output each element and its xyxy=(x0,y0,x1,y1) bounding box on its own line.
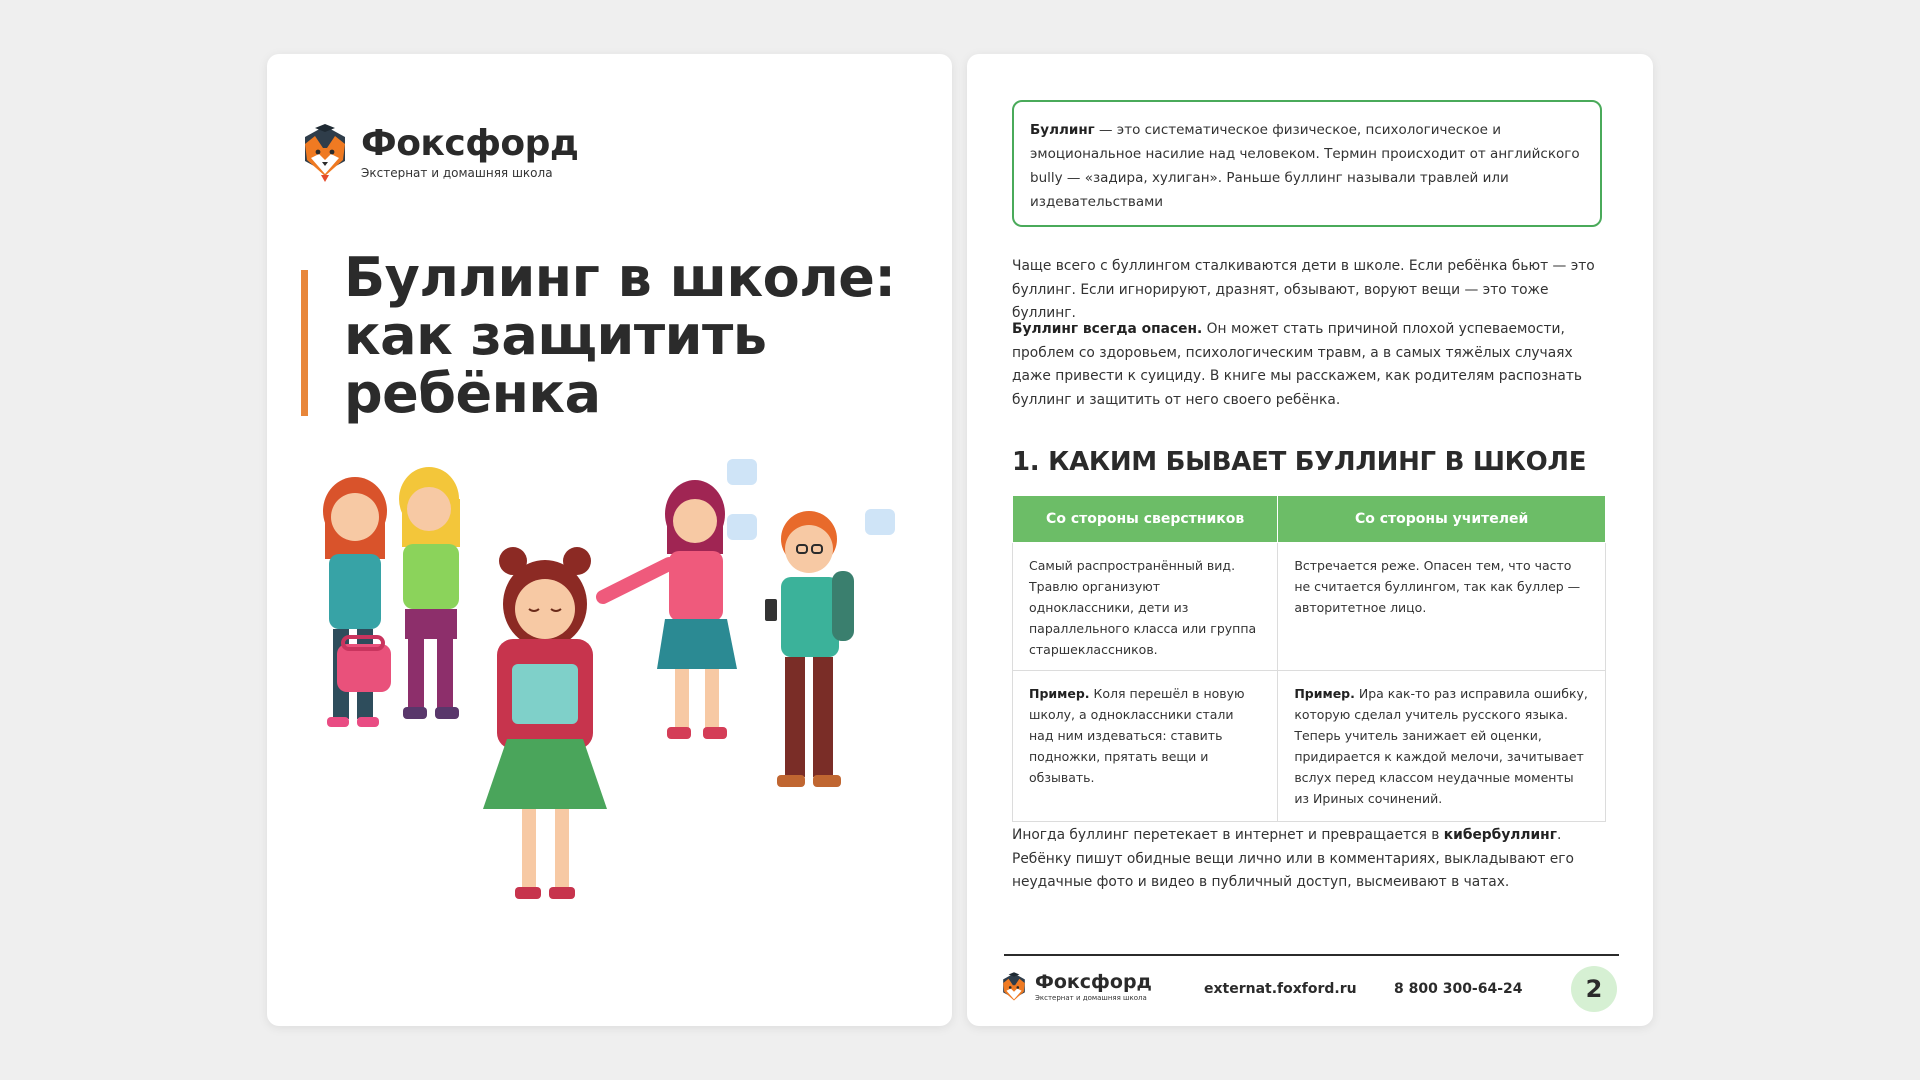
title-accent-bar xyxy=(301,270,308,416)
example-text: Коля перешёл в новую школу, а одноклассники стали над ним издеваться: ставить подножки, прятать вещи и обзывать. xyxy=(1029,686,1245,785)
brand-tagline: Экстернат и домашняя школа xyxy=(1035,994,1147,1003)
cover-title-line: Буллинг в школе: xyxy=(344,246,896,309)
pointing-girl-figure xyxy=(603,459,757,739)
page-number-badge: 2 xyxy=(1571,966,1617,1012)
footer-website-link[interactable]: externat.foxford.ru xyxy=(1204,981,1357,997)
table-header: Со стороны учителей xyxy=(1278,496,1606,543)
danger-bold: Буллинг всегда опасен. xyxy=(1012,321,1203,337)
table-header-row xyxy=(1013,496,1606,543)
footer-logo xyxy=(1001,972,1152,1004)
section-title: 1. КАКИМ БЫВАЕТ БУЛЛИНГ В ШКОЛЕ xyxy=(1012,447,1587,477)
table-cell xyxy=(1278,671,1606,822)
cyber-bold: кибербуллинг xyxy=(1443,827,1557,843)
fox-logo-icon xyxy=(301,124,349,182)
brand-name: Фоксфорд xyxy=(361,122,579,164)
cyberbullying-paragraph xyxy=(1012,824,1612,895)
cover-title-line: ребёнка xyxy=(344,362,601,425)
table-header: Со стороны сверстников xyxy=(1013,496,1278,543)
table-row xyxy=(1013,671,1606,822)
danger-text: Он может стать причиной плохой успеваемости, проблем со здоровьем, психологическим травм, а в самых тяжёлых случаях даже привести к суициду. В книге мы расскажем, как родителям распознать буллинг и защитить от него своего ребёнка. xyxy=(1012,321,1583,408)
table-cell xyxy=(1013,671,1278,822)
content-page xyxy=(967,54,1653,1026)
footer-divider xyxy=(1004,954,1619,956)
bullying-types-table xyxy=(1012,495,1606,822)
example-text: Ира как-то раз исправила ошибку, которую сделал учитель русского языка. Теперь учитель занижает ей оценки, придирается к каждой мелочи, зачитывает вслух перед классом неудачные моменты из Ириных сочинений. xyxy=(1294,686,1588,806)
cyber-text-after: . Ребёнку пишут обидные вещи лично или в комментариях, выкладывают его неудачные фото и видео в публичный доступ, высмеивают в чатах. xyxy=(1012,827,1574,890)
brand-name: Фоксфорд xyxy=(1035,971,1152,994)
table-cell: Встречается реже. Опасен тем, что часто не считается буллингом, так как буллер — авторитетное лицо. xyxy=(1278,543,1606,671)
table-row xyxy=(1013,543,1606,671)
definition-text: — это систематическое физическое, психологическое и эмоциональное насилие над человеком. Термин происходит от английского bully — «задира, хулиган». Раньше буллинг называли травлей или издевательствами xyxy=(1030,122,1580,210)
boy-with-phone-figure xyxy=(765,509,895,787)
example-label: Пример. xyxy=(1029,686,1090,701)
intro-paragraph: Чаще всего с буллингом сталкиваются дети в школе. Если ребёнка бьют — это буллинг. Если игнорируют, дразнят, обзывают, воруют вещи — это тоже буллинг. xyxy=(1012,258,1595,321)
fox-logo-icon xyxy=(1001,972,1027,1004)
foxford-logo xyxy=(301,124,579,182)
cyber-text-before: Иногда буллинг перетекает в интернет и превращается в xyxy=(1012,827,1444,843)
sad-girl-figure xyxy=(483,547,607,899)
definition-term: Буллинг xyxy=(1030,122,1095,138)
danger-paragraph xyxy=(1012,318,1612,412)
girl-blonde-figure xyxy=(399,467,460,719)
cover-title-line: как защитить xyxy=(344,304,767,367)
bullying-children-illustration xyxy=(307,459,927,1019)
cover-page xyxy=(267,54,952,1026)
footer-phone[interactable]: 8 800 300-64-24 xyxy=(1394,981,1523,997)
definition-box xyxy=(1012,100,1602,227)
brand-tagline: Экстернат и домашняя школа xyxy=(361,165,553,180)
cover-title xyxy=(344,246,934,425)
example-label: Пример. xyxy=(1294,686,1355,701)
table-cell: Самый распространённый вид. Травлю организуют одноклассники, дети из параллельного класса или группа старшеклассников. xyxy=(1013,543,1278,671)
girl-red-hair-figure xyxy=(323,477,391,727)
